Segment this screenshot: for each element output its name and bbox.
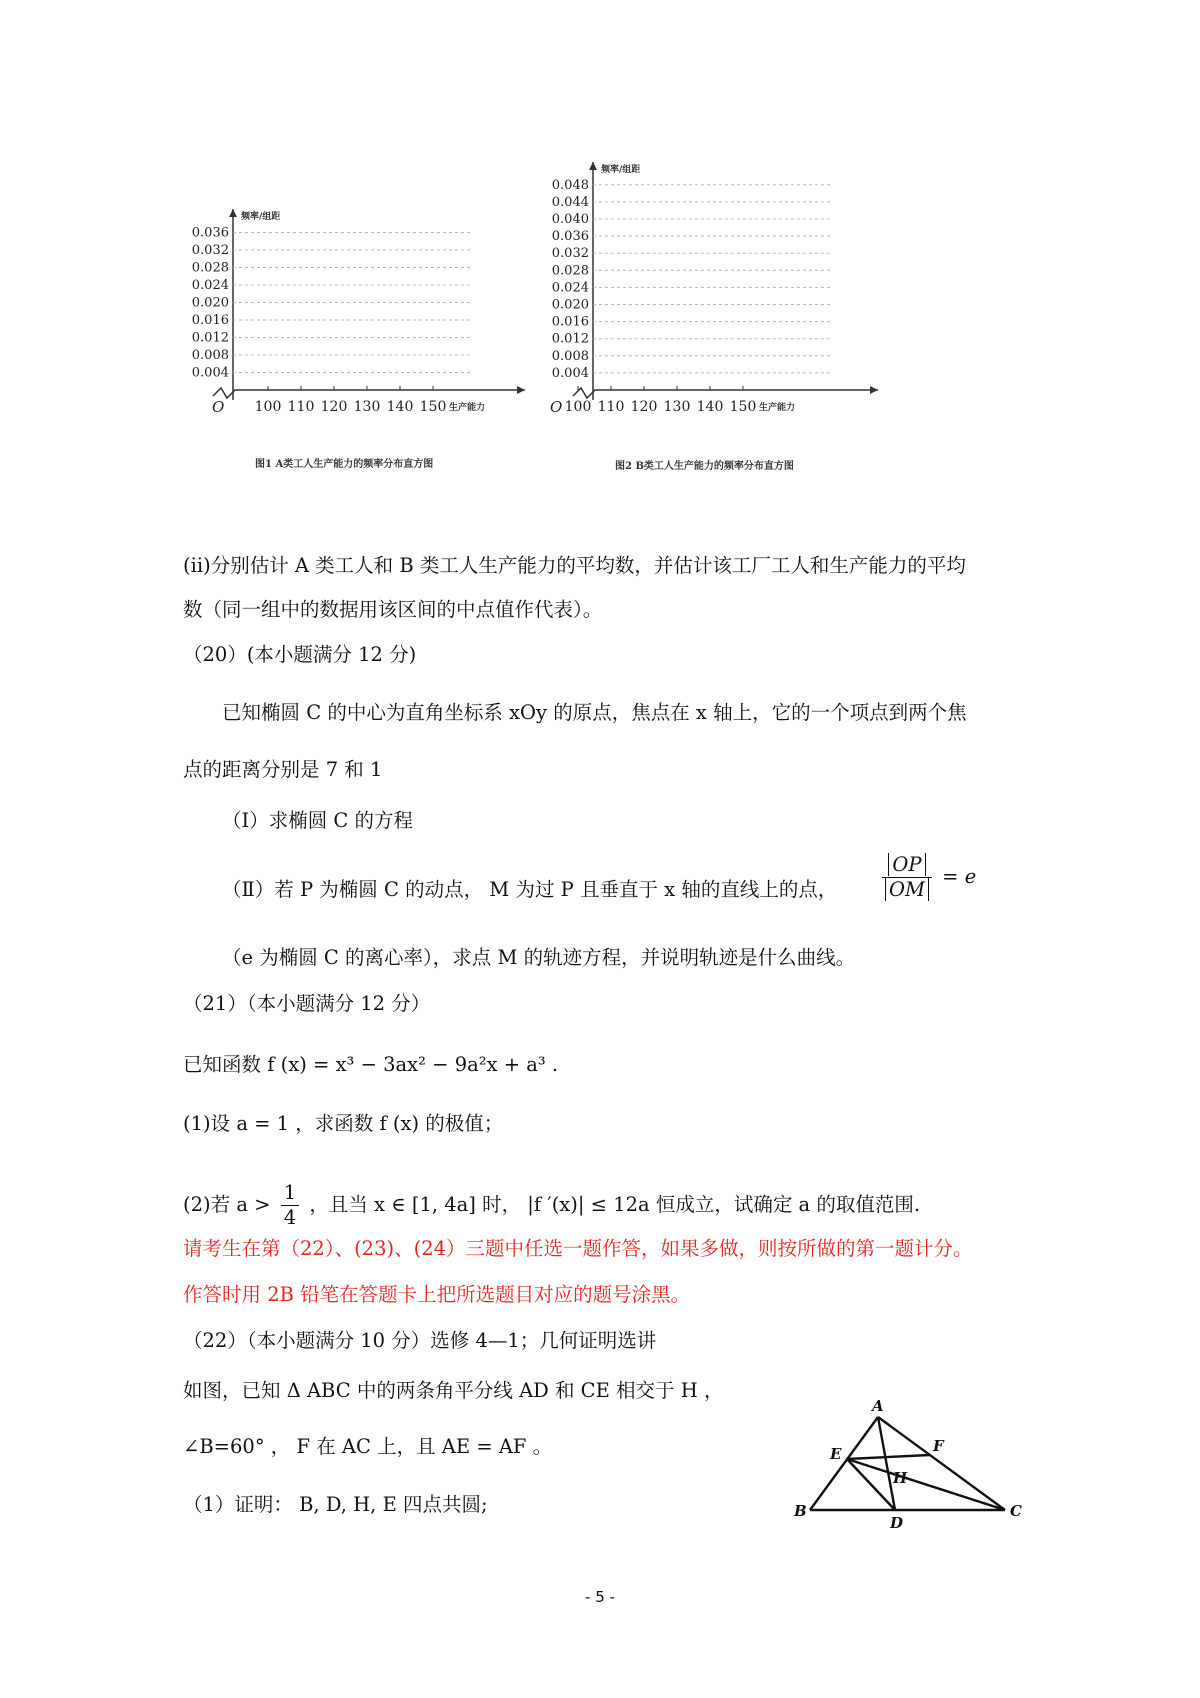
x-tick-label: 150 bbox=[729, 399, 757, 415]
x-tick-label: 120 bbox=[630, 399, 658, 415]
origin-label: O bbox=[212, 398, 225, 416]
y-axis-arrow bbox=[229, 209, 237, 217]
q20-frac-rhs: = e bbox=[942, 865, 977, 888]
y-tick-label: 0.040 bbox=[551, 212, 589, 227]
q20-header: （20）(本小题满分 12 分) bbox=[183, 643, 417, 666]
y-tick-label: 0.016 bbox=[551, 314, 589, 330]
label-h: H bbox=[893, 1469, 908, 1487]
histogram-b-caption: 图2 B类工人生产能力的频率分布直方图 bbox=[615, 461, 794, 472]
y-tick-label: 0.020 bbox=[191, 295, 229, 311]
y-tick-label: 0.028 bbox=[191, 260, 229, 276]
q21-part2-post: ，且当 x ∈ [1, 4a] 时， |f ′(x)| ≤ 12a 恒成立，试确定 a 的取值范围. bbox=[309, 1193, 921, 1216]
q21-frac-num: 1 bbox=[281, 1181, 299, 1206]
q20-part2 bbox=[222, 876, 837, 904]
q20-line2: 点的距离分别是 7 和 1 bbox=[183, 758, 383, 781]
q19-ii-line1: (ii)分别估计 A 类工人和 B 类工人生产能力的平均数，并估计该工厂工人和生产能力的平均 bbox=[183, 554, 966, 577]
q21-fraction bbox=[281, 1181, 299, 1230]
y-tick-label: 0.048 bbox=[551, 177, 589, 193]
q21-part2-pre: (2)若 a > bbox=[183, 1193, 271, 1216]
label-b: B bbox=[794, 1502, 807, 1520]
q20-frac-numerator: OP bbox=[888, 853, 925, 876]
y-axis-label: 频率/组距 bbox=[241, 212, 281, 222]
y-tick-label: 0.024 bbox=[551, 280, 589, 296]
y-tick-label: 0.036 bbox=[551, 229, 589, 245]
x-axis bbox=[213, 388, 525, 398]
q21-function: 已知函数 f (x) = x³ − 3ax² − 9a²x + a³ . bbox=[183, 1053, 559, 1076]
segment-ef bbox=[847, 1455, 930, 1459]
y-tick-label: 0.028 bbox=[551, 263, 589, 279]
label-d: D bbox=[890, 1514, 904, 1530]
x-tick-label: 130 bbox=[353, 399, 381, 415]
histogram-b bbox=[540, 160, 885, 480]
y-tick-label: 0.024 bbox=[191, 278, 229, 293]
notice-line2: 作答时用 2B 铅笔在答题卡上把所选题目对应的题号涂黑。 bbox=[183, 1283, 691, 1306]
y-tick-label: 0.004 bbox=[191, 365, 229, 381]
triangle-figure bbox=[790, 1395, 1040, 1530]
x-tick-label: 100 bbox=[564, 399, 592, 415]
q22-line1: 如图，已知 Δ ABC 中的两条角平分线 AD 和 CE 相交于 H ， bbox=[183, 1379, 724, 1402]
side-ab bbox=[810, 1417, 878, 1510]
origin-label: O bbox=[550, 398, 563, 416]
q20-part2-text: （Ⅱ）若 P 为椭圆 C 的动点， M 为过 P 且垂直于 x 轴的直线上的点， bbox=[222, 878, 838, 901]
q20-part1: （Ⅰ）求椭圆 C 的方程 bbox=[222, 809, 414, 832]
y-tick-label: 0.004 bbox=[551, 365, 589, 381]
label-c: C bbox=[1010, 1502, 1022, 1520]
q21-part2 bbox=[183, 1181, 920, 1230]
x-axis-arrow bbox=[517, 386, 525, 394]
x-tick-label: 140 bbox=[696, 399, 724, 415]
x-tick-label: 100 bbox=[254, 399, 282, 415]
q19-ii-line2: 数（同一组中的数据用该区间的中点值作代表）。 bbox=[183, 598, 603, 621]
q20-frac-denominator: OM bbox=[885, 878, 929, 901]
q20-line1: 已知椭圆 C 的中心为直角坐标系 xOy 的原点，焦点在 x 轴上，它的一个项点到两个焦 bbox=[222, 701, 967, 724]
y-axis-arrow bbox=[589, 162, 597, 170]
label-a: A bbox=[872, 1397, 884, 1415]
label-f: F bbox=[933, 1437, 944, 1455]
x-tick-label: 130 bbox=[663, 399, 691, 415]
notice-line1: 请考生在第（22）、(23)、(24）三题中任选一题作答，如果多做，则按所做的第一题计分。 bbox=[183, 1237, 973, 1260]
page-number: - 5 - bbox=[585, 1588, 615, 1606]
q21-header: （21）（本小题满分 12 分） bbox=[183, 992, 431, 1015]
q22-line3: （1）证明： B, D, H, E 四点共圆; bbox=[183, 1493, 488, 1516]
y-tick-label: 0.012 bbox=[551, 331, 589, 347]
q21-part1: (1)设 a = 1 ，求函数 f (x) 的极值； bbox=[183, 1112, 504, 1135]
q22-line2: ∠B=60° ， F 在 AC 上，且 AE = AF 。 bbox=[183, 1435, 553, 1458]
x-axis bbox=[573, 388, 878, 398]
q22-header: （22）（本小题满分 10 分）选修 4—1；几何证明选讲 bbox=[183, 1329, 657, 1352]
y-axis-label: 频率/组距 bbox=[601, 165, 641, 175]
x-tick-label: 140 bbox=[386, 399, 414, 415]
y-tick-label: 0.008 bbox=[551, 348, 589, 364]
q21-frac-den: 4 bbox=[283, 1206, 297, 1229]
y-tick-label: 0.032 bbox=[191, 243, 229, 258]
y-tick-label: 0.032 bbox=[551, 246, 589, 262]
x-tick-label: 150 bbox=[419, 399, 447, 415]
x-axis-label: 生产能力 bbox=[449, 403, 486, 413]
histogram-a-caption: 图1 A类工人生产能力的频率分布直方图 bbox=[255, 459, 434, 470]
y-tick-label: 0.036 bbox=[191, 225, 229, 241]
q20-part2-cont: （e 为椭圆 C 的离心率），求点 M 的轨迹方程，并说明轨迹是什么曲线。 bbox=[222, 946, 856, 969]
x-tick-label: 120 bbox=[320, 399, 348, 415]
histogram-a-svg bbox=[180, 205, 535, 485]
y-tick-label: 0.044 bbox=[551, 194, 589, 210]
x-axis-label: 生产能力 bbox=[759, 403, 796, 413]
q20-fraction-body bbox=[882, 853, 932, 902]
x-tick-label: 110 bbox=[287, 399, 315, 415]
label-e: E bbox=[830, 1445, 842, 1463]
q20-fraction bbox=[878, 853, 976, 902]
y-tick-label: 0.020 bbox=[551, 297, 589, 313]
histogram-b-svg bbox=[540, 160, 885, 480]
y-tick-label: 0.008 bbox=[191, 348, 229, 363]
y-tick-label: 0.012 bbox=[191, 330, 229, 346]
side-ac bbox=[878, 1417, 1005, 1510]
x-axis-arrow bbox=[870, 386, 878, 394]
histogram-a bbox=[180, 205, 535, 485]
x-tick-label: 110 bbox=[597, 399, 625, 415]
y-tick-label: 0.016 bbox=[191, 313, 229, 328]
